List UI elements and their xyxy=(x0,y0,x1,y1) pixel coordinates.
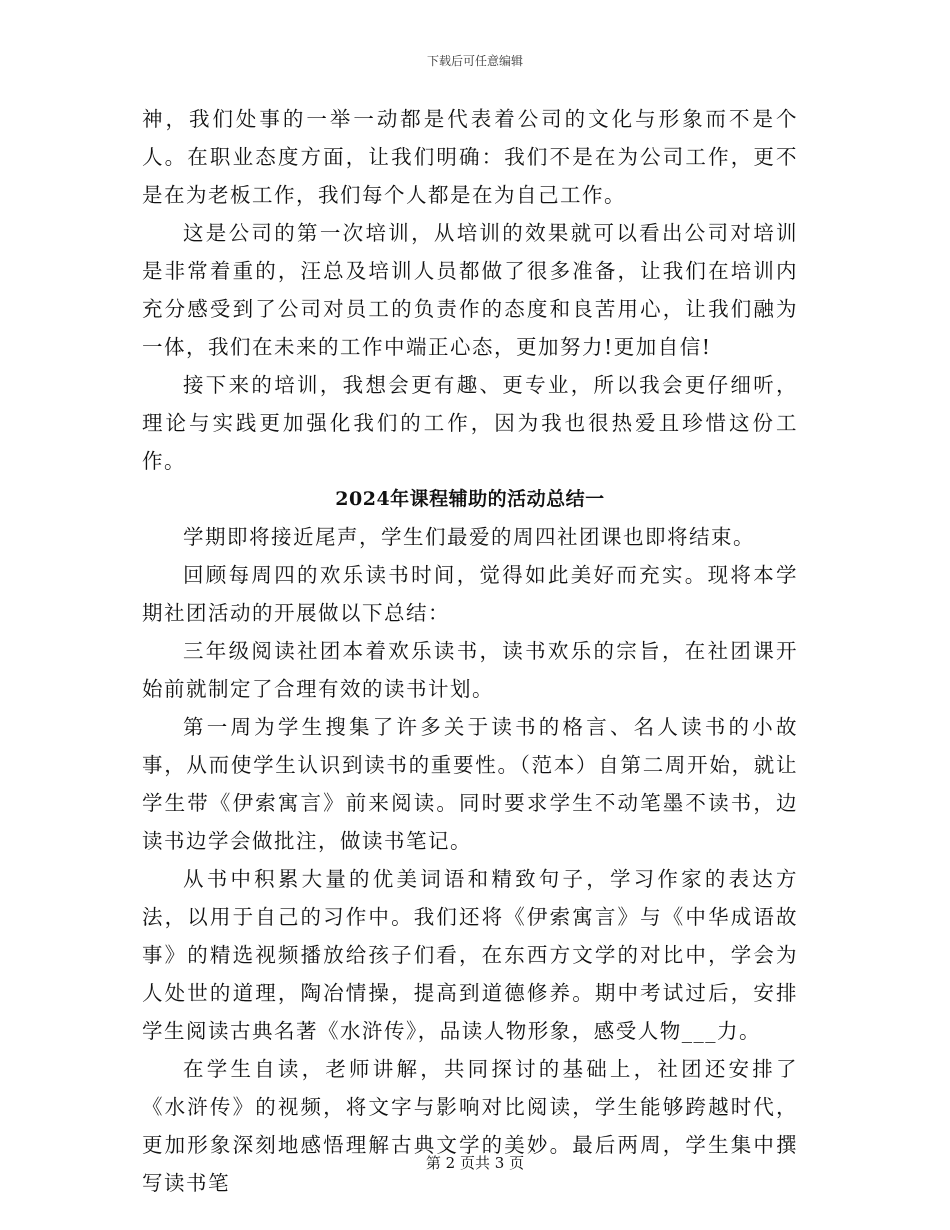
paragraph: 第一周为学生搜集了许多关于读书的格言、名人读书的小故事，从而使学生认识到读书的重要性。（范本）自第二周开始，就让学生带《伊索寓言》前来阅读。同时要求学生不动笔墨不读书，边读书边学会做批注，做读书笔记。 xyxy=(142,715,798,853)
paragraph: 三年级阅读社团本着欢乐读书，读书欢乐的宗旨，在社团课开始前就制定了合理有效的读书计划。 xyxy=(142,639,798,701)
paragraph: 从书中积累大量的优美词语和精致句子，学习作家的表达方法，以用于自己的习作中。我们还将《伊索寓言》与《中华成语故事》的精选视频播放给孩子们看，在东西方文学的对比中，学会为人处世的道理，陶冶情操，提高到道德修养。期中考试过后，安排学生阅读古典名著《水浒传》，品读人物形象，感受人物___力。 xyxy=(142,867,798,1043)
paragraph: 学期即将接近尾声，学生们最爱的周四社团课也即将结束。 xyxy=(183,525,755,549)
paragraph: 这是公司的第一次培训，从培训的效果就可以看出公司对培训是非常着重的，汪总及培训人员都做了很多准备，让我们在培训内充分感受到了公司对员工的负责作的态度和良苦用心，让我们融为一体，我们在未来的工作中端正心态，更加努力!更加自信! xyxy=(142,221,798,359)
page-footer: 第 2 页共 3 页 xyxy=(425,1154,525,1172)
paragraph: 在学生自读，老师讲解，共同探讨的基础上，社团还安排了《水浒传》的视频，将文字与影响对比阅读，学生能够跨越时代，更加形象深刻地感悟理解古典文学的美妙。最后两周，学生集中撰写读书笔 xyxy=(142,1057,798,1195)
paragraph-continued: 神，我们处事的一举一动都是代表着公司的文化与形象而不是个人。在职业态度方面，让我们明确：我们不是在为公司工作，更不是在为老板工作，我们每个人都是在为自己工作。 xyxy=(142,107,798,207)
paragraph: 接下来的培训，我想会更有趣、更专业，所以我会更仔细听，理论与实践更加强化我们的工作，因为我也很热爱且珍惜这份工作。 xyxy=(142,373,798,473)
page-header: 下载后可任意编辑 xyxy=(426,54,523,68)
document-body xyxy=(142,100,798,1202)
paragraph: 回顾每周四的欢乐读书时间，觉得如此美好而充实。现将本学期社团活动的开展做以下总结： xyxy=(142,563,798,625)
section-title: 2024年课程辅助的活动总结一 xyxy=(335,488,605,510)
